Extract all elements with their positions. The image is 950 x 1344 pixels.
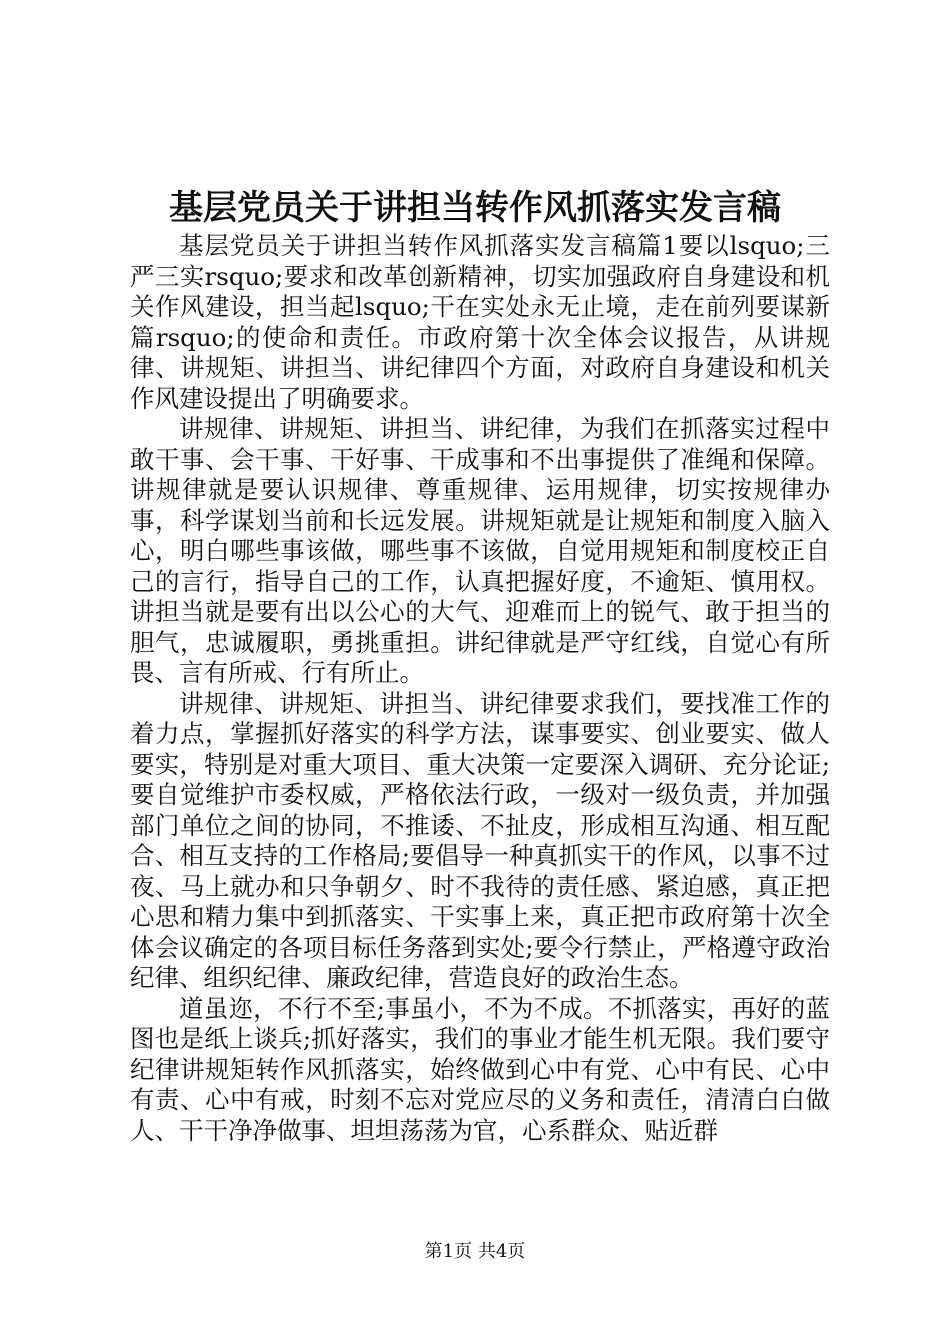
paragraph-2: 讲规律、讲规矩、讲担当、讲纪律，为我们在抓落实过程中敢干事、会干事、干好事、干成事和不出事提供了准绳和保障。讲规律就是要认识规律、尊重规律、运用规律，切实按规律办事，科学谋划当前和长远发展。讲规矩就是让规矩和制度入脑入心，明白哪些事该做，哪些事不该做，自觉用规矩和制度校正自己的言行，指导自己的工作，认真把握好度，不逾矩、慎用权。讲担当就是要有出以公心的大气、迎难而上的锐气、敢于担当的胆气，忠诚履职，勇挑重担。讲纪律就是严守红线，自觉心有所畏、言有所戒、行有所止。 [130, 414, 830, 687]
document-body [130, 231, 830, 1146]
paragraph-3: 讲规律、讲规矩、讲担当、讲纪律要求我们，要找准工作的着力点，掌握抓好落实的科学方法，谋事要实、创业要实、做人要实，特别是对重大项目、重大决策一定要深入调研、充分论证;要自觉维护市委权威，严格依法行政，一级对一级负责，并加强部门单位之间的协同，不推诿、不扯皮，形成相互沟通、相互配合、相互支持的工作格局;要倡导一种真抓实干的作风，以事不过夜、马上就办和只争朝夕、时不我待的责任感、紧迫感，真正把心思和精力集中到抓落实、干实事上来，真正把市政府第十次全体会议确定的各项目标任务落到实处;要令行禁止，严格遵守政治纪律、组织纪律、廉政纪律，营造良好的政治生态。 [130, 688, 830, 992]
paragraph-1: 基层党员关于讲担当转作风抓落实发言稿篇1要以lsquo;三严三实rsquo;要求和改革创新精神，切实加强政府自身建设和机关作风建设，担当起lsquo;干在实处永无止境，走在前列要谋新篇rsquo;的使命和责任。市政府第十次全体会议报告，从讲规律、讲规矩、讲担当、讲纪律四个方面，对政府自身建设和机关作风建设提出了明确要求。 [130, 231, 830, 413]
paragraph-4: 道虽迩，不行不至;事虽小，不为不成。不抓落实，再好的蓝图也是纸上谈兵;抓好落实，我们的事业才能生机无限。我们要守纪律讲规矩转作风抓落实，始终做到心中有党、心中有民、心中有责、心中有戒，时刻不忘对党应尽的义务和责任，清清白白做人、干干净净做事、坦坦荡荡为官，心系群众、贴近群 [130, 993, 830, 1145]
document-title: 基层党员关于讲担当转作风抓落实发言稿 [169, 188, 781, 228]
page-number-footer: 第1页 共4页 [424, 1241, 526, 1262]
